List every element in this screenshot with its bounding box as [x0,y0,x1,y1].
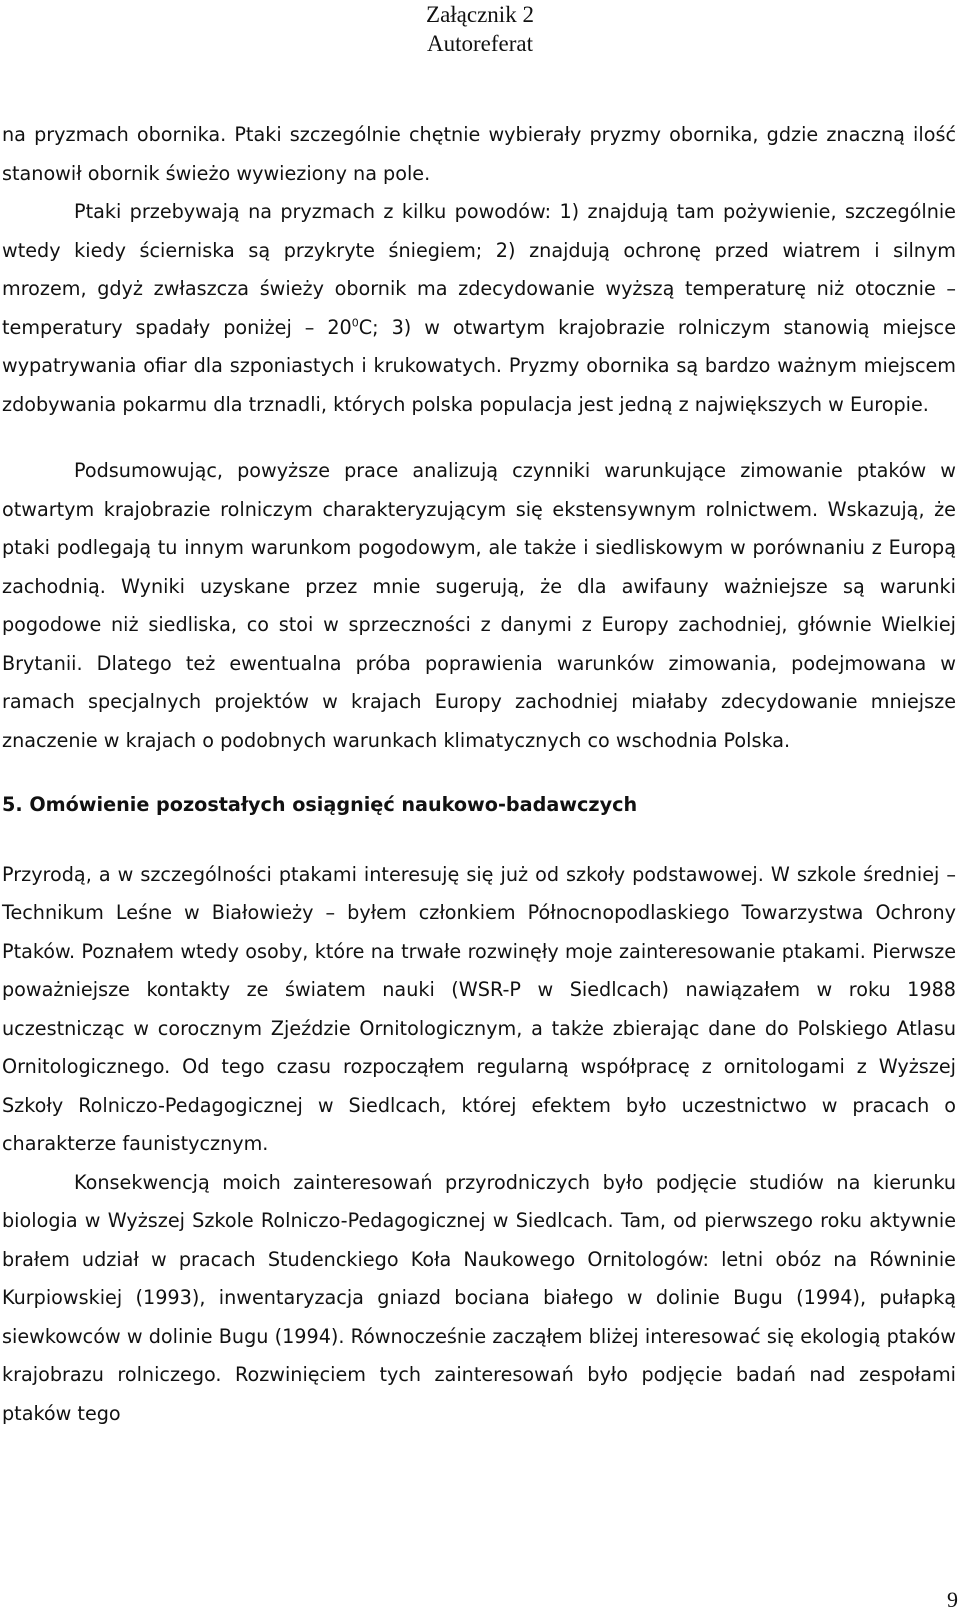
paragraph-continuation: na pryzmach obornika. Ptaki szczególnie chętnie wybierały pryzmy obornika, gdzie znaczną ilość stanowił obornik świeżo wywieziony na pole. [2,123,956,185]
paragraph-reasons-text-start: Ptaki przebywają na pryzmach z kilku powodów: 1) znajdują tam pożywienie, szczególnie wtedy kiedy ścierniska są przykryte śniegiem; 2) znajdują ochronę przed wiatrem i silnym mrozem, gdyż zwłaszcza świeży obornik ma zdecydowanie wyższą temperaturę niż otocznie – temperatury spadały poniżej – 20 [2,200,956,339]
header-line-autoreferat: Autoreferat [427,31,533,56]
document-body [2,116,956,1433]
paragraph-interests: Przyrodą, a w szczególności ptakami interesuję się już od szkoły podstawowej. W szkole średniej – Technikum Leśne w Białowieży – byłem członkiem Północnopodlaskiego Towarzystwa Ochrony Ptaków. Poznałem wtedy osoby, które na trwałe rozwinęły moje zainteresowanie ptakami. Pierwsze poważniejsze kontakty ze światem nauki (WSR-P w Siedlcach) nawiązałem w roku 1988 uczestnicząc w corocznym Zjeździe Ornitologicznym, a także zbierając dane do Polskiego Atlasu Ornitologicznego. Od tego czasu rozpocząłem regularną współpracę z ornitologami z Wyższej Szkoły Rolniczo-Pedagogicznej w Siedlcach, której efektem było uczestnictwo w pracach o charakterze faunistycznym. [2,862,956,1155]
paragraph-gap [2,424,956,452]
section-heading: 5. Omówienie pozostałych osiągnięć naukowo-badawczych [2,793,638,816]
degree-superscript: 0 [351,316,359,330]
page-header [0,0,960,58]
paragraph-reasons-text-end: C; 3) w otwartym krajobrazie rolniczym stanowią miejsce wypatrywania ofiar dla szponiastych i krukowatych. Pryzmy obornika są bardzo ważnym miejscem zdobywania pokarmu dla trznadli, których polska populacja jest jedną z największych w Europie. [2,315,956,416]
heading-gap [2,760,956,786]
paragraph-summary: Podsumowując, powyższe prace analizują czynniki warunkujące zimowanie ptaków w otwartym krajobrazie rolniczym charakteryzującym się ekstensywnym rolnictwem. Wskazują, że ptaki podlegają tu innym warunkom pogodowym, ale także i siedliskowym w porównaniu z Europą zachodnią. Wyniki uzyskane przez mnie sugerują, że dla awifauny ważniejsze są warunki pogodowe niż siedliska, co stoi w sprzeczności z danymi z Europy zachodniej, głównie Wielkiej Brytanii. Dlatego też ewentualna próba poprawienia warunków zimowania, podejmowana w ramach specjalnych projektów w krajach Europy zachodniej miałaby zdecydowanie mniejsze znaczenie w krajach o podobnych warunkach klimatycznych co wschodnia Polska. [2,459,956,752]
paragraph-studies: Konsekwencją moich zainteresowań przyrodniczych było podjęcie studiów na kierunku biologia w Wyższej Szkole Rolniczo-Pedagogicznej w Siedlcach. Tam, od pierwszego roku aktywnie brałem udział w pracach Studenckiego Koła Naukowego Ornitologów: letni obóz na Równinie Kurpiowskiej (1993), inwentaryzacja gniazd bociana białego w dolinie Bugu (1994), pułapką siewkowców w dolinie Bugu (1994). Równocześnie zacząłem bliżej interesować się ekologią ptaków krajobrazu rolniczego. Rozwinięciem tych zainteresowań było podjęcie badań nad zespołami ptaków tego [2,1170,956,1425]
paragraph-reasons [2,193,956,424]
heading-gap-after [2,825,956,856]
header-line-attachment: Załącznik 2 [426,2,534,27]
page-number: 9 [947,1587,958,1612]
